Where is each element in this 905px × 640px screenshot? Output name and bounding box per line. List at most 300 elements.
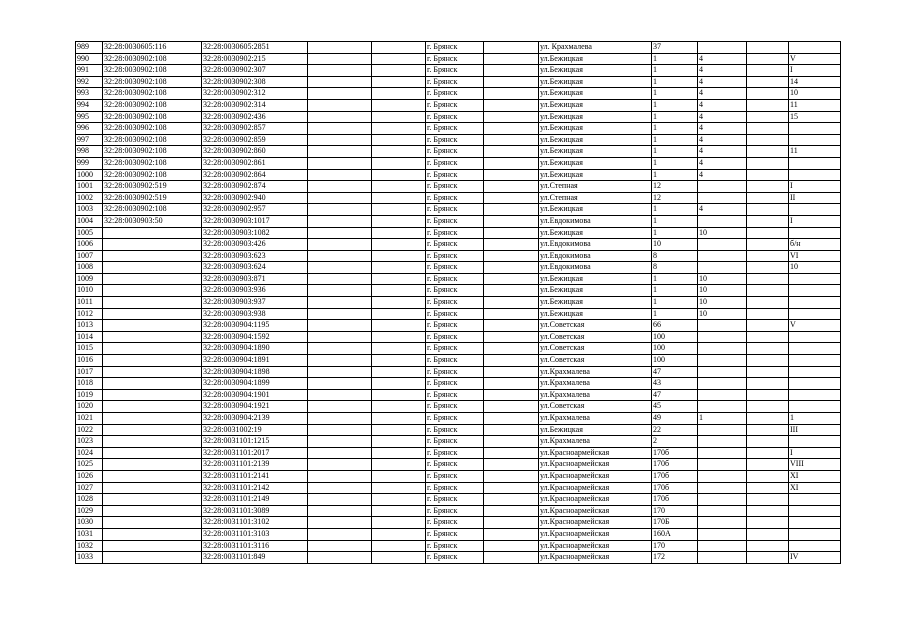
row-number-cell: 993 xyxy=(76,88,103,100)
blank-cell xyxy=(372,192,426,204)
row-number-cell: 1006 xyxy=(76,239,103,251)
parent-cadastral-cell xyxy=(103,401,202,413)
premises-cell: VI xyxy=(789,250,841,262)
blank-cell xyxy=(747,401,789,413)
building-cell xyxy=(698,470,747,482)
blank-cell xyxy=(372,459,426,471)
city-cell: г. Брянск xyxy=(426,215,484,227)
street-cell: ул.Бежицкая xyxy=(539,65,652,77)
blank-cell xyxy=(308,401,372,413)
street-cell: ул.Евдокимова xyxy=(539,262,652,274)
building-cell xyxy=(698,528,747,540)
parent-cadastral-cell xyxy=(103,436,202,448)
premises-cell: 1 xyxy=(789,413,841,425)
blank-cell xyxy=(372,355,426,367)
blank-cell xyxy=(372,250,426,262)
blank-cell xyxy=(372,320,426,332)
blank-cell xyxy=(747,76,789,88)
blank-cell xyxy=(747,552,789,564)
table-row xyxy=(76,297,841,309)
premises-cell xyxy=(789,157,841,169)
parent-cadastral-cell xyxy=(103,528,202,540)
premises-cell: XI xyxy=(789,482,841,494)
city-cell: г. Брянск xyxy=(426,505,484,517)
premises-cell: III xyxy=(789,424,841,436)
house-cell: 1 xyxy=(652,146,698,158)
parent-cadastral-cell xyxy=(103,447,202,459)
table-row xyxy=(76,53,841,65)
city-cell: г. Брянск xyxy=(426,331,484,343)
blank-cell xyxy=(747,297,789,309)
house-cell: 12 xyxy=(652,192,698,204)
blank-cell xyxy=(747,528,789,540)
blank-cell xyxy=(747,540,789,552)
blank-cell xyxy=(484,401,539,413)
blank-cell xyxy=(484,227,539,239)
premises-cell xyxy=(789,204,841,216)
table-row xyxy=(76,250,841,262)
house-cell: 100 xyxy=(652,355,698,367)
row-number-cell: 1025 xyxy=(76,459,103,471)
city-cell: г. Брянск xyxy=(426,76,484,88)
house-cell: 43 xyxy=(652,378,698,390)
blank-cell xyxy=(372,436,426,448)
building-cell xyxy=(698,262,747,274)
blank-cell xyxy=(308,389,372,401)
blank-cell xyxy=(308,494,372,506)
blank-cell xyxy=(484,308,539,320)
blank-cell xyxy=(747,482,789,494)
blank-cell xyxy=(308,413,372,425)
blank-cell xyxy=(747,181,789,193)
parent-cadastral-cell: 32:28:0030903:50 xyxy=(103,215,202,227)
blank-cell xyxy=(372,146,426,158)
street-cell: ул.Крахмалева xyxy=(539,436,652,448)
blank-cell xyxy=(372,389,426,401)
building-cell xyxy=(698,239,747,251)
blank-cell xyxy=(484,239,539,251)
blank-cell xyxy=(484,146,539,158)
parent-cadastral-cell: 32:28:0030902:108 xyxy=(103,76,202,88)
cadastral-number-cell: 32:28:0030904:1899 xyxy=(202,378,308,390)
blank-cell xyxy=(484,482,539,494)
city-cell: г. Брянск xyxy=(426,343,484,355)
building-cell xyxy=(698,378,747,390)
cadastral-number-cell: 32:28:0030904:1921 xyxy=(202,401,308,413)
premises-cell: 10 xyxy=(789,262,841,274)
premises-cell: I xyxy=(789,65,841,77)
parent-cadastral-cell xyxy=(103,355,202,367)
city-cell: г. Брянск xyxy=(426,227,484,239)
blank-cell xyxy=(372,343,426,355)
cadastral-number-cell: 32:28:0031101:3102 xyxy=(202,517,308,529)
table-row xyxy=(76,192,841,204)
blank-cell xyxy=(484,99,539,111)
blank-cell xyxy=(484,297,539,309)
street-cell: ул. Крахмалева xyxy=(539,42,652,54)
blank-cell xyxy=(372,297,426,309)
blank-cell xyxy=(747,99,789,111)
blank-cell xyxy=(372,331,426,343)
cadastral-number-cell: 32:28:0030902:957 xyxy=(202,204,308,216)
parent-cadastral-cell xyxy=(103,308,202,320)
building-cell: 4 xyxy=(698,99,747,111)
cadastral-number-cell: 32:28:0030902:874 xyxy=(202,181,308,193)
blank-cell xyxy=(372,88,426,100)
table-row xyxy=(76,88,841,100)
blank-cell xyxy=(747,157,789,169)
table-row xyxy=(76,239,841,251)
table-row xyxy=(76,470,841,482)
street-cell: ул.Красноармейская xyxy=(539,552,652,564)
row-number-cell: 1031 xyxy=(76,528,103,540)
parent-cadastral-cell: 32:28:0030902:108 xyxy=(103,53,202,65)
street-cell: ул.Бежицкая xyxy=(539,76,652,88)
blank-cell xyxy=(372,540,426,552)
street-cell: ул.Красноармейская xyxy=(539,447,652,459)
row-number-cell: 1012 xyxy=(76,308,103,320)
building-cell xyxy=(698,552,747,564)
table-row xyxy=(76,482,841,494)
street-cell: ул.Красноармейская xyxy=(539,482,652,494)
blank-cell xyxy=(484,517,539,529)
cadastral-number-cell: 32:28:0030902:314 xyxy=(202,99,308,111)
registry-table xyxy=(75,41,841,564)
building-cell xyxy=(698,424,747,436)
street-cell: ул.Бежицкая xyxy=(539,146,652,158)
blank-cell xyxy=(484,250,539,262)
blank-cell xyxy=(484,540,539,552)
cadastral-number-cell: 32:28:0030903:1082 xyxy=(202,227,308,239)
blank-cell xyxy=(747,169,789,181)
house-cell: 1 xyxy=(652,111,698,123)
blank-cell xyxy=(372,76,426,88)
premises-cell xyxy=(789,401,841,413)
blank-cell xyxy=(372,134,426,146)
building-cell xyxy=(698,482,747,494)
blank-cell xyxy=(747,88,789,100)
table-row xyxy=(76,111,841,123)
house-cell: 170 xyxy=(652,540,698,552)
table-row xyxy=(76,413,841,425)
house-cell: 100 xyxy=(652,343,698,355)
house-cell: 49 xyxy=(652,413,698,425)
premises-cell: V xyxy=(789,53,841,65)
blank-cell xyxy=(484,320,539,332)
city-cell: г. Брянск xyxy=(426,320,484,332)
building-cell: 4 xyxy=(698,204,747,216)
table-row xyxy=(76,65,841,77)
cadastral-number-cell: 32:28:0030903:426 xyxy=(202,239,308,251)
blank-cell xyxy=(372,204,426,216)
blank-cell xyxy=(747,505,789,517)
house-cell: 170б xyxy=(652,494,698,506)
row-number-cell: 1026 xyxy=(76,470,103,482)
table-row xyxy=(76,378,841,390)
blank-cell xyxy=(484,53,539,65)
city-cell: г. Брянск xyxy=(426,517,484,529)
blank-cell xyxy=(747,378,789,390)
blank-cell xyxy=(747,331,789,343)
street-cell: ул.Крахмалева xyxy=(539,366,652,378)
blank-cell xyxy=(308,250,372,262)
blank-cell xyxy=(747,355,789,367)
blank-cell xyxy=(372,181,426,193)
street-cell: ул.Бежицкая xyxy=(539,227,652,239)
blank-cell xyxy=(308,366,372,378)
building-cell xyxy=(698,401,747,413)
blank-cell xyxy=(308,343,372,355)
building-cell: 10 xyxy=(698,273,747,285)
blank-cell xyxy=(747,447,789,459)
blank-cell xyxy=(308,227,372,239)
row-number-cell: 1010 xyxy=(76,285,103,297)
table-row xyxy=(76,169,841,181)
street-cell: ул.Советская xyxy=(539,343,652,355)
street-cell: ул.Степная xyxy=(539,181,652,193)
blank-cell xyxy=(308,331,372,343)
blank-cell xyxy=(308,215,372,227)
blank-cell xyxy=(308,285,372,297)
street-cell: ул.Бежицкая xyxy=(539,169,652,181)
premises-cell xyxy=(789,436,841,448)
cadastral-number-cell: 32:28:0030903:871 xyxy=(202,273,308,285)
premises-cell: XI xyxy=(789,470,841,482)
city-cell: г. Брянск xyxy=(426,355,484,367)
city-cell: г. Брянск xyxy=(426,53,484,65)
street-cell: ул.Крахмалева xyxy=(539,378,652,390)
premises-cell xyxy=(789,389,841,401)
row-number-cell: 990 xyxy=(76,53,103,65)
blank-cell xyxy=(372,494,426,506)
city-cell: г. Брянск xyxy=(426,459,484,471)
street-cell: ул.Бежицкая xyxy=(539,204,652,216)
premises-cell xyxy=(789,378,841,390)
building-cell: 10 xyxy=(698,297,747,309)
blank-cell xyxy=(484,424,539,436)
building-cell xyxy=(698,494,747,506)
table-row xyxy=(76,99,841,111)
building-cell xyxy=(698,447,747,459)
blank-cell xyxy=(747,343,789,355)
blank-cell xyxy=(372,482,426,494)
blank-cell xyxy=(747,285,789,297)
blank-cell xyxy=(747,320,789,332)
premises-cell xyxy=(789,528,841,540)
building-cell: 10 xyxy=(698,285,747,297)
parent-cadastral-cell: 32:28:0030902:108 xyxy=(103,157,202,169)
blank-cell xyxy=(308,53,372,65)
table-row xyxy=(76,459,841,471)
city-cell: г. Брянск xyxy=(426,366,484,378)
street-cell: ул.Крахмалева xyxy=(539,389,652,401)
blank-cell xyxy=(372,308,426,320)
blank-cell xyxy=(372,262,426,274)
city-cell: г. Брянск xyxy=(426,42,484,54)
house-cell: 12 xyxy=(652,181,698,193)
blank-cell xyxy=(747,517,789,529)
blank-cell xyxy=(484,88,539,100)
blank-cell xyxy=(308,123,372,135)
blank-cell xyxy=(308,76,372,88)
row-number-cell: 1007 xyxy=(76,250,103,262)
row-number-cell: 1005 xyxy=(76,227,103,239)
parent-cadastral-cell xyxy=(103,540,202,552)
blank-cell xyxy=(484,378,539,390)
city-cell: г. Брянск xyxy=(426,192,484,204)
building-cell xyxy=(698,192,747,204)
table-row xyxy=(76,157,841,169)
blank-cell xyxy=(747,204,789,216)
blank-cell xyxy=(372,413,426,425)
blank-cell xyxy=(484,413,539,425)
blank-cell xyxy=(484,447,539,459)
parent-cadastral-cell: 32:28:0030902:108 xyxy=(103,99,202,111)
row-number-cell: 1003 xyxy=(76,204,103,216)
city-cell: г. Брянск xyxy=(426,297,484,309)
house-cell: 10 xyxy=(652,239,698,251)
parent-cadastral-cell: 32:28:0030902:519 xyxy=(103,192,202,204)
house-cell: 8 xyxy=(652,250,698,262)
building-cell: 4 xyxy=(698,65,747,77)
row-number-cell: 1022 xyxy=(76,424,103,436)
city-cell: г. Брянск xyxy=(426,262,484,274)
blank-cell xyxy=(747,273,789,285)
blank-cell xyxy=(484,459,539,471)
premises-cell xyxy=(789,494,841,506)
parent-cadastral-cell xyxy=(103,366,202,378)
blank-cell xyxy=(747,436,789,448)
parent-cadastral-cell xyxy=(103,343,202,355)
house-cell: 170 xyxy=(652,505,698,517)
table-row xyxy=(76,204,841,216)
city-cell: г. Брянск xyxy=(426,111,484,123)
building-cell xyxy=(698,540,747,552)
house-cell: 1 xyxy=(652,123,698,135)
house-cell: 170Б xyxy=(652,517,698,529)
table-row xyxy=(76,227,841,239)
parent-cadastral-cell: 32:28:0030902:108 xyxy=(103,204,202,216)
building-cell xyxy=(698,250,747,262)
blank-cell xyxy=(484,343,539,355)
row-number-cell: 995 xyxy=(76,111,103,123)
street-cell: ул.Бежицкая xyxy=(539,424,652,436)
row-number-cell: 1020 xyxy=(76,401,103,413)
blank-cell xyxy=(484,505,539,517)
street-cell: ул.Красноармейская xyxy=(539,494,652,506)
blank-cell xyxy=(308,192,372,204)
city-cell: г. Брянск xyxy=(426,285,484,297)
table-row xyxy=(76,436,841,448)
blank-cell xyxy=(484,436,539,448)
row-number-cell: 999 xyxy=(76,157,103,169)
city-cell: г. Брянск xyxy=(426,413,484,425)
street-cell: ул.Евдокимова xyxy=(539,215,652,227)
street-cell: ул.Красноармейская xyxy=(539,459,652,471)
street-cell: ул.Крахмалева xyxy=(539,413,652,425)
row-number-cell: 1015 xyxy=(76,343,103,355)
cadastral-number-cell: 32:28:0030902:859 xyxy=(202,134,308,146)
blank-cell xyxy=(484,331,539,343)
blank-cell xyxy=(308,273,372,285)
street-cell: ул.Евдокимова xyxy=(539,239,652,251)
street-cell: ул.Бежицкая xyxy=(539,308,652,320)
cadastral-number-cell: 32:28:0031101:2141 xyxy=(202,470,308,482)
premises-cell xyxy=(789,169,841,181)
row-number-cell: 1030 xyxy=(76,517,103,529)
blank-cell xyxy=(747,308,789,320)
row-number-cell: 1017 xyxy=(76,366,103,378)
house-cell: 47 xyxy=(652,389,698,401)
blank-cell xyxy=(747,65,789,77)
blank-cell xyxy=(308,42,372,54)
city-cell: г. Брянск xyxy=(426,436,484,448)
cadastral-number-cell: 32:28:0030902:940 xyxy=(202,192,308,204)
blank-cell xyxy=(484,204,539,216)
premises-cell: I xyxy=(789,447,841,459)
city-cell: г. Брянск xyxy=(426,146,484,158)
parent-cadastral-cell xyxy=(103,297,202,309)
blank-cell xyxy=(308,517,372,529)
blank-cell xyxy=(308,552,372,564)
blank-cell xyxy=(372,447,426,459)
table-row xyxy=(76,355,841,367)
building-cell xyxy=(698,355,747,367)
parent-cadastral-cell xyxy=(103,470,202,482)
blank-cell xyxy=(747,134,789,146)
building-cell xyxy=(698,42,747,54)
parent-cadastral-cell xyxy=(103,250,202,262)
row-number-cell: 994 xyxy=(76,99,103,111)
cadastral-number-cell: 32:28:0030902:307 xyxy=(202,65,308,77)
building-cell: 4 xyxy=(698,146,747,158)
cadastral-number-cell: 32:28:0030902:860 xyxy=(202,146,308,158)
blank-cell xyxy=(484,366,539,378)
house-cell: 1 xyxy=(652,297,698,309)
blank-cell xyxy=(747,459,789,471)
house-cell: 1 xyxy=(652,308,698,320)
row-number-cell: 1027 xyxy=(76,482,103,494)
blank-cell xyxy=(308,470,372,482)
blank-cell xyxy=(747,366,789,378)
house-cell: 172 xyxy=(652,552,698,564)
blank-cell xyxy=(747,111,789,123)
blank-cell xyxy=(747,413,789,425)
street-cell: ул.Бежицкая xyxy=(539,111,652,123)
parent-cadastral-cell: 32:28:0030902:108 xyxy=(103,88,202,100)
street-cell: ул.Красноармейская xyxy=(539,470,652,482)
blank-cell xyxy=(372,366,426,378)
blank-cell xyxy=(308,146,372,158)
building-cell xyxy=(698,389,747,401)
cadastral-number-cell: 32:28:0031101:1215 xyxy=(202,436,308,448)
parent-cadastral-cell: 32:28:0030902:519 xyxy=(103,181,202,193)
house-cell: 1 xyxy=(652,65,698,77)
blank-cell xyxy=(372,215,426,227)
cadastral-number-cell: 32:28:0030902:436 xyxy=(202,111,308,123)
cadastral-number-cell: 32:28:0030902:308 xyxy=(202,76,308,88)
cadastral-number-cell: 32:28:0030902:864 xyxy=(202,169,308,181)
premises-cell xyxy=(789,343,841,355)
table-row xyxy=(76,215,841,227)
premises-cell xyxy=(789,123,841,135)
row-number-cell: 1032 xyxy=(76,540,103,552)
premises-cell: V xyxy=(789,320,841,332)
house-cell: 170б xyxy=(652,447,698,459)
cadastral-number-cell: 32:28:0030902:215 xyxy=(202,53,308,65)
premises-cell: б/н xyxy=(789,239,841,251)
city-cell: г. Брянск xyxy=(426,424,484,436)
